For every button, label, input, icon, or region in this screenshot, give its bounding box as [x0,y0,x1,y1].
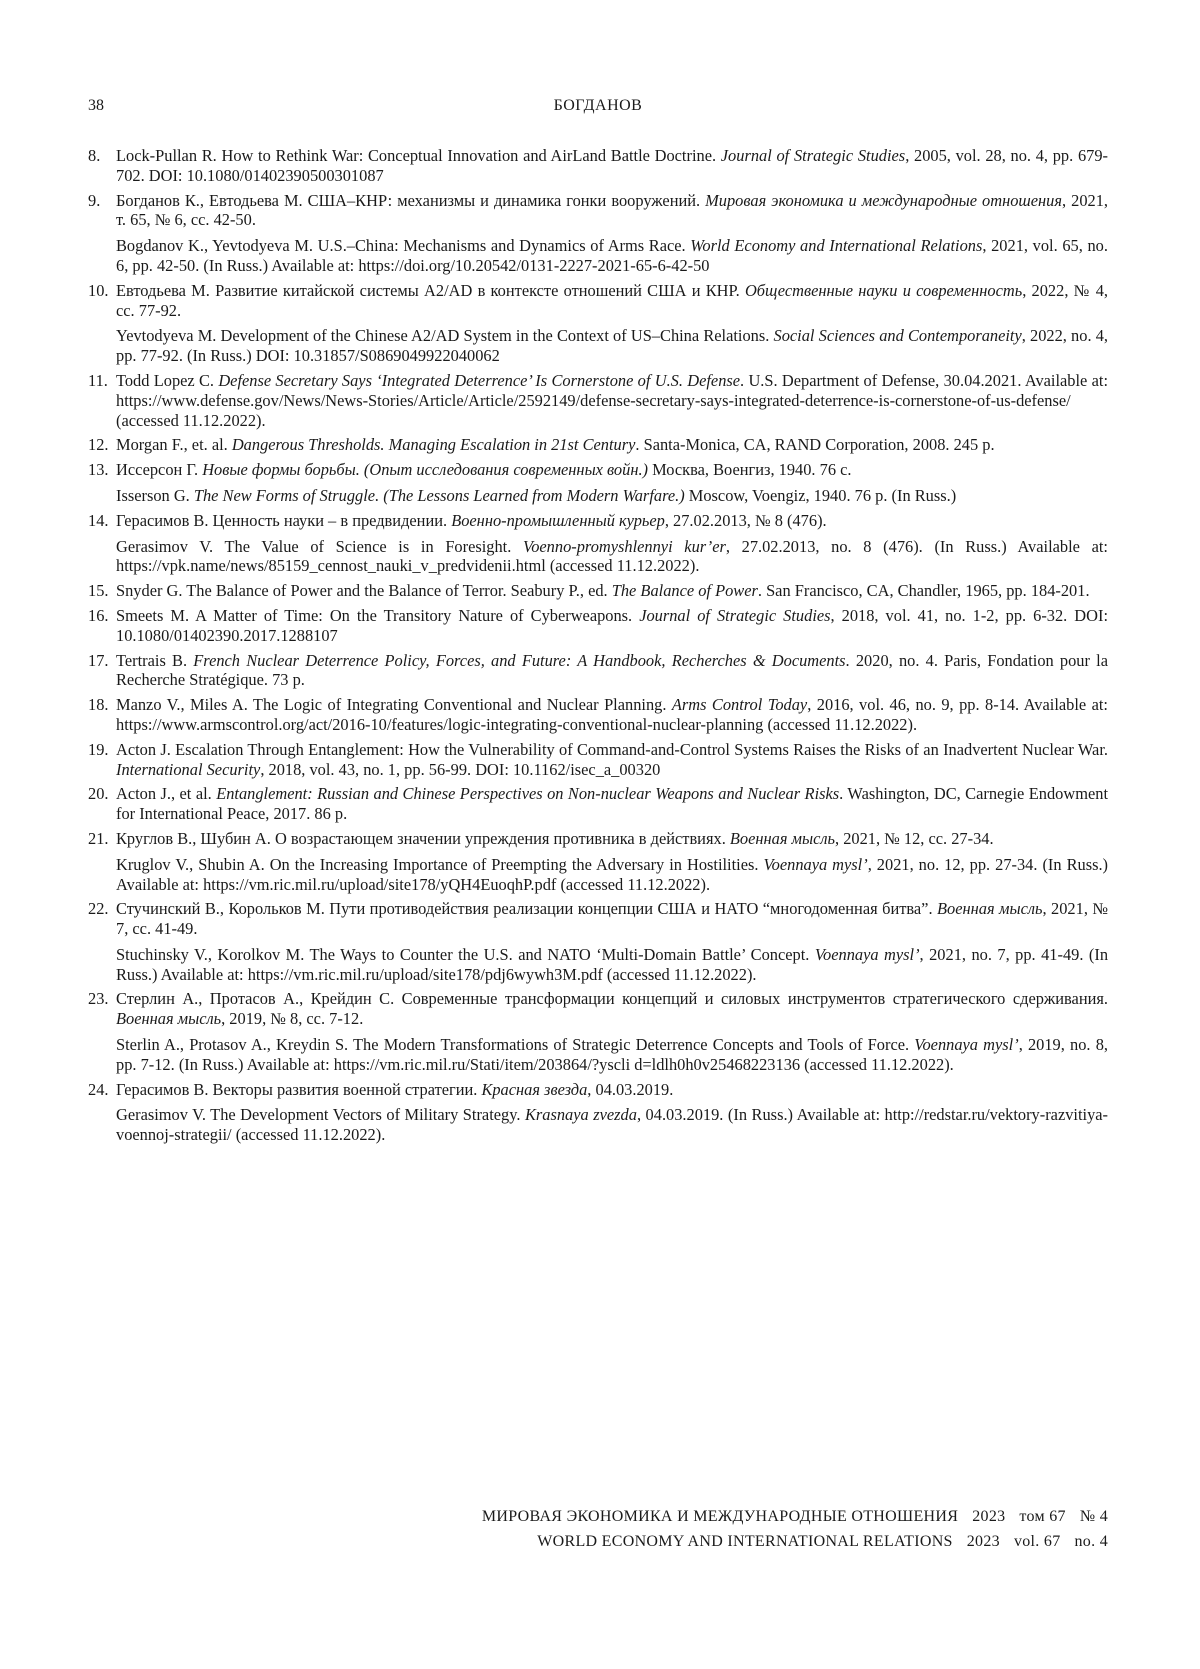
reference-text: . San Francisco, CA, Chandler, 1965, pp. 184-201. [758,581,1090,600]
reference-text: Lock-Pullan R. How to Rethink War: Conceptual Innovation and AirLand Battle Doctrine. [116,146,721,165]
reference-source-title: French Nuclear Deterrence Policy, Forces, and Future: A Handbook, Recherches & Documents [193,651,845,670]
reference-text: . 2020, no. 4. Paris, Fondation pour la Recherche Stratégique. 73 p. [116,651,1108,690]
reference-citation [116,740,1108,780]
reference-text: Isserson G. [116,486,194,505]
reference-text: Стерлин А., Протасов А., Крейдин С. Современные трансформации концепций и силовых инструментов стратегического сдерживания. [116,989,1108,1008]
reference-source-title: The Balance of Power [612,581,758,600]
reference-source-title: Общественные науки и современность [745,281,1022,300]
reference-text: , 2021, т. 65, № 6, сс. 42-50. [116,191,1108,230]
reference-number: 20. [88,784,116,824]
reference-number: 16. [88,606,116,646]
reference-citation [116,899,1108,939]
reference-item [88,829,1108,894]
reference-source-title: Krasnaya zvezda [525,1105,637,1124]
reference-item [88,606,1108,646]
reference-text: Smeets M. A Matter of Time: On the Transitory Nature of Cyberweapons. [116,606,639,625]
reference-body [116,281,1108,366]
footer-journal-title-en: WORLD ECONOMY AND INTERNATIONAL RELATIONS [537,1533,953,1550]
reference-body [116,435,1108,455]
reference-citation [116,146,1108,186]
reference-number: 9. [88,191,116,276]
reference-text: Moscow, Voengiz, 1940. 76 p. (In Russ.) [685,486,957,505]
running-title: БОГДАНОВ [88,97,1108,115]
reference-citation [116,829,1108,849]
reference-citation [116,435,1108,455]
reference-transliteration [116,855,1108,895]
footer-year-en: 2023 [967,1533,1000,1550]
reference-number: 19. [88,740,116,780]
reference-number: 12. [88,435,116,455]
reference-body [116,191,1108,276]
reference-number: 8. [88,146,116,186]
reference-text: , 2019, № 8, сс. 7-12. [221,1009,363,1028]
footer-issue-ru: № 4 [1080,1508,1108,1525]
reference-citation [116,281,1108,321]
reference-citation [116,511,1108,531]
reference-citation [116,191,1108,231]
footer-journal-title-ru: МИРОВАЯ ЭКОНОМИКА И МЕЖДУНАРОДНЫЕ ОТНОШЕНИЯ [482,1508,958,1525]
reference-text: Snyder G. The Balance of Power and the Balance of Terror. Seabury P., ed. [116,581,612,600]
reference-number: 13. [88,460,116,506]
reference-text: , 2021, № 12, сс. 27-34. [835,829,994,848]
reference-number: 24. [88,1080,116,1145]
reference-body [116,651,1108,691]
reference-source-title: Мировая экономика и международные отношения [705,191,1062,210]
reference-text: Герасимов В. Ценность науки – в предвидении. [116,511,451,530]
reference-transliteration [116,945,1108,985]
reference-source-title: Красная звезда [481,1080,587,1099]
reference-body [116,606,1108,646]
reference-item [88,146,1108,186]
reference-transliteration [116,486,1108,506]
reference-number: 15. [88,581,116,601]
reference-text: , 2016, vol. 46, no. 9, pp. 8-14. Available at: https://www.armscontrol.org/act/2016-10/features/logic-integrating-conventional-nuclear-planning (accessed 11.12.2022). [116,695,1108,734]
reference-number: 10. [88,281,116,366]
reference-source-title: Voenno-promyshlennyi kur’er [523,537,726,556]
reference-item [88,695,1108,735]
reference-transliteration [116,1105,1108,1145]
reference-text: Tertrais B. [116,651,193,670]
reference-body [116,829,1108,894]
reference-text: Богданов К., Евтодьева М. США–КНР: механизмы и динамика гонки вооружений. [116,191,705,210]
reference-item [88,435,1108,455]
reference-list [88,146,1108,1150]
reference-transliteration [116,537,1108,577]
reference-item [88,740,1108,780]
reference-body [116,899,1108,984]
reference-source-title: Arms Control Today [672,695,807,714]
reference-text: Morgan F., et. al. [116,435,232,454]
reference-source-title: Военная мысль [116,1009,221,1028]
reference-item [88,899,1108,984]
reference-body [116,989,1108,1074]
reference-text: Sterlin A., Protasov A., Kreydin S. The Modern Transformations of Strategic Deterrence Concepts and Tools of Force. [116,1035,914,1054]
reference-source-title: Social Sciences and Contemporaneity [774,326,1022,345]
reference-item [88,191,1108,276]
reference-source-title: Journal of Strategic Studies [639,606,830,625]
reference-item [88,651,1108,691]
reference-citation [116,784,1108,824]
reference-text: Gerasimov V. The Value of Science is in Foresight. [116,537,523,556]
reference-text: Евтодьева М. Развитие китайской системы A2/AD в контексте отношений США и КНР. [116,281,745,300]
reference-transliteration [116,1035,1108,1075]
reference-text: Стучинский В., Корольков М. Пути противодействия реализации концепции США и НАТО “многодоменная битва”. [116,899,937,918]
reference-body [116,460,1108,506]
reference-source-title: Военная мысль [937,899,1042,918]
reference-source-title: Новые формы борьбы. (Опыт исследования современных войн.) [202,460,648,479]
reference-text: Acton J. Escalation Through Entanglement: How the Vulnerability of Command-and-Control Systems Raises the Risks of an Inadvertent Nuclear War. [116,740,1108,759]
reference-source-title: The New Forms of Struggle. (The Lessons Learned from Modern Warfare.) [194,486,685,505]
footer-year-ru: 2023 [972,1508,1005,1525]
reference-text: Bogdanov K., Yevtodyeva M. U.S.–China: Mechanisms and Dynamics of Arms Race. [116,236,690,255]
reference-text: , 2018, vol. 43, no. 1, pp. 56-99. DOI: 10.1162/isec_a_00320 [260,760,660,779]
reference-text: , 2021, no. 12, pp. 27-34. (In Russ.) Available at: https://vm.ric.mil.ru/upload/site178/yQH4EuoqhP.pdf (accessed 11.12.2022). [116,855,1108,894]
reference-item [88,371,1108,430]
reference-text: , 2019, no. 8, pp. 7-12. (In Russ.) Available at: https://vm.ric.mil.ru/Stati/item/203864/?yscli d=ldlh0h0v25468223136 (accessed 11.12.2022). [116,1035,1108,1074]
reference-text: Yevtodyeva M. Development of the Chinese A2/AD System in the Context of US–China Relations. [116,326,774,345]
reference-item [88,581,1108,601]
reference-text: , 2022, № 4, сс. 77-92. [116,281,1108,320]
reference-number: 11. [88,371,116,430]
reference-item [88,460,1108,506]
reference-source-title: International Security [116,760,260,779]
reference-text: Иссерсон Г. [116,460,202,479]
reference-source-title: Voennaya mysl’ [763,855,867,874]
reference-citation [116,371,1108,430]
reference-item [88,281,1108,366]
reference-text: , 2022, no. 4, pp. 77-92. (In Russ.) DOI: 10.31857/S0869049922040062 [116,326,1108,365]
reference-citation [116,581,1108,601]
reference-transliteration [116,326,1108,366]
reference-text: Москва, Военгиз, 1940. 76 с. [648,460,851,479]
reference-body [116,581,1108,601]
reference-citation [116,460,1108,480]
reference-item [88,784,1108,824]
reference-item [88,1080,1108,1145]
reference-citation [116,606,1108,646]
reference-source-title: Defense Secretary Says ‘Integrated Deterrence’ Is Cornerstone of U.S. Defense [218,371,740,390]
document-page [0,0,1200,1669]
reference-text: Gerasimov V. The Development Vectors of Military Strategy. [116,1105,525,1124]
reference-number: 22. [88,899,116,984]
reference-number: 17. [88,651,116,691]
reference-source-title: World Economy and International Relations [690,236,982,255]
reference-text: , 2021, no. 7, pp. 41-49. (In Russ.) Available at: https://vm.ric.mil.ru/upload/site178/pdj6wywh3M.pdf (accessed 11.12.2022). [116,945,1108,984]
footer-volume-en: vol. 67 [1014,1533,1061,1550]
footer-journal-ru [482,1508,1108,1526]
reference-body [116,695,1108,735]
footer-volume-ru: том 67 [1019,1508,1065,1525]
reference-transliteration [116,236,1108,276]
reference-citation [116,651,1108,691]
reference-citation [116,1080,1108,1100]
reference-text: Todd Lopez C. [116,371,218,390]
footer-issue-en: no. 4 [1075,1533,1109,1550]
reference-body [116,1080,1108,1145]
reference-item [88,511,1108,576]
reference-text: , 27.02.2013, № 8 (476). [665,511,827,530]
reference-body [116,511,1108,576]
reference-source-title: Voennaya mysl’ [815,945,920,964]
reference-source-title: Dangerous Thresholds. Managing Escalation in 21st Century [232,435,636,454]
reference-text: , 27.02.2013, no. 8 (476). (In Russ.) Available at: https://vpk.name/news/85159_cennost_nauki_v_predvidenii.html (accessed 11.12.2022). [116,537,1108,576]
reference-text: Kruglov V., Shubin A. On the Increasing Importance of Preempting the Adversary in Hostilities. [116,855,763,874]
reference-body [116,784,1108,824]
reference-number: 21. [88,829,116,894]
reference-text: . U.S. Department of Defense, 30.04.2021. Available at: https://www.defense.gov/News/News-Stories/Article/Article/2592149/defense-secretary-says-integrated-deterrence-is-cornerstone-of-us-defense/ (accessed 11.12.2022). [116,371,1108,430]
reference-text: Герасимов В. Векторы развития военной стратегии. [116,1080,481,1099]
page-header [88,97,1108,119]
reference-body [116,146,1108,186]
reference-text: . Washington, DC, Carnegie Endowment for International Peace, 2017. 86 p. [116,784,1108,823]
reference-text: Acton J., et al. [116,784,216,803]
reference-text: , 2021, vol. 65, no. 6, pp. 42-50. (In Russ.) Available at: https://doi.org/10.20542/0131-2227-2021-65-6-42-50 [116,236,1108,275]
reference-source-title: Военная мысль [730,829,835,848]
reference-text: , 04.03.2019. (In Russ.) Available at: http://redstar.ru/vektory-razvitiya-voennoj-strategii/ (accessed 11.12.2022). [116,1105,1108,1144]
reference-text: , 2018, vol. 41, no. 1-2, pp. 6-32. DOI: 10.1080/01402390.2017.1288107 [116,606,1108,645]
reference-source-title: Journal of Strategic Studies [721,146,905,165]
reference-text: , 2021, № 7, сс. 41-49. [116,899,1108,938]
reference-citation [116,695,1108,735]
reference-source-title: Entanglement: Russian and Chinese Perspectives on Non-nuclear Weapons and Nuclear Risks [216,784,839,803]
reference-body [116,740,1108,780]
reference-text: , 04.03.2019. [587,1080,673,1099]
reference-text: , 2005, vol. 28, no. 4, pp. 679-702. DOI: 10.1080/01402390500301087 [116,146,1108,185]
reference-text: . Santa-Monica, CA, RAND Corporation, 2008. 245 p. [635,435,994,454]
reference-text: Stuchinsky V., Korolkov M. The Ways to Counter the U.S. and NATO ‘Multi-Domain Battle’ Concept. [116,945,815,964]
reference-number: 23. [88,989,116,1074]
reference-citation [116,989,1108,1029]
reference-number: 18. [88,695,116,735]
reference-source-title: Voennaya mysl’ [914,1035,1018,1054]
reference-body [116,371,1108,430]
reference-source-title: Военно-промышленный курьер [451,511,665,530]
page-number: 38 [88,97,104,115]
footer-journal-en [537,1533,1108,1551]
reference-number: 14. [88,511,116,576]
reference-item [88,989,1108,1074]
reference-text: Manzo V., Miles A. The Logic of Integrating Conventional and Nuclear Planning. [116,695,672,714]
reference-text: Круглов В., Шубин А. О возрастающем значении упреждения противника в действиях. [116,829,730,848]
